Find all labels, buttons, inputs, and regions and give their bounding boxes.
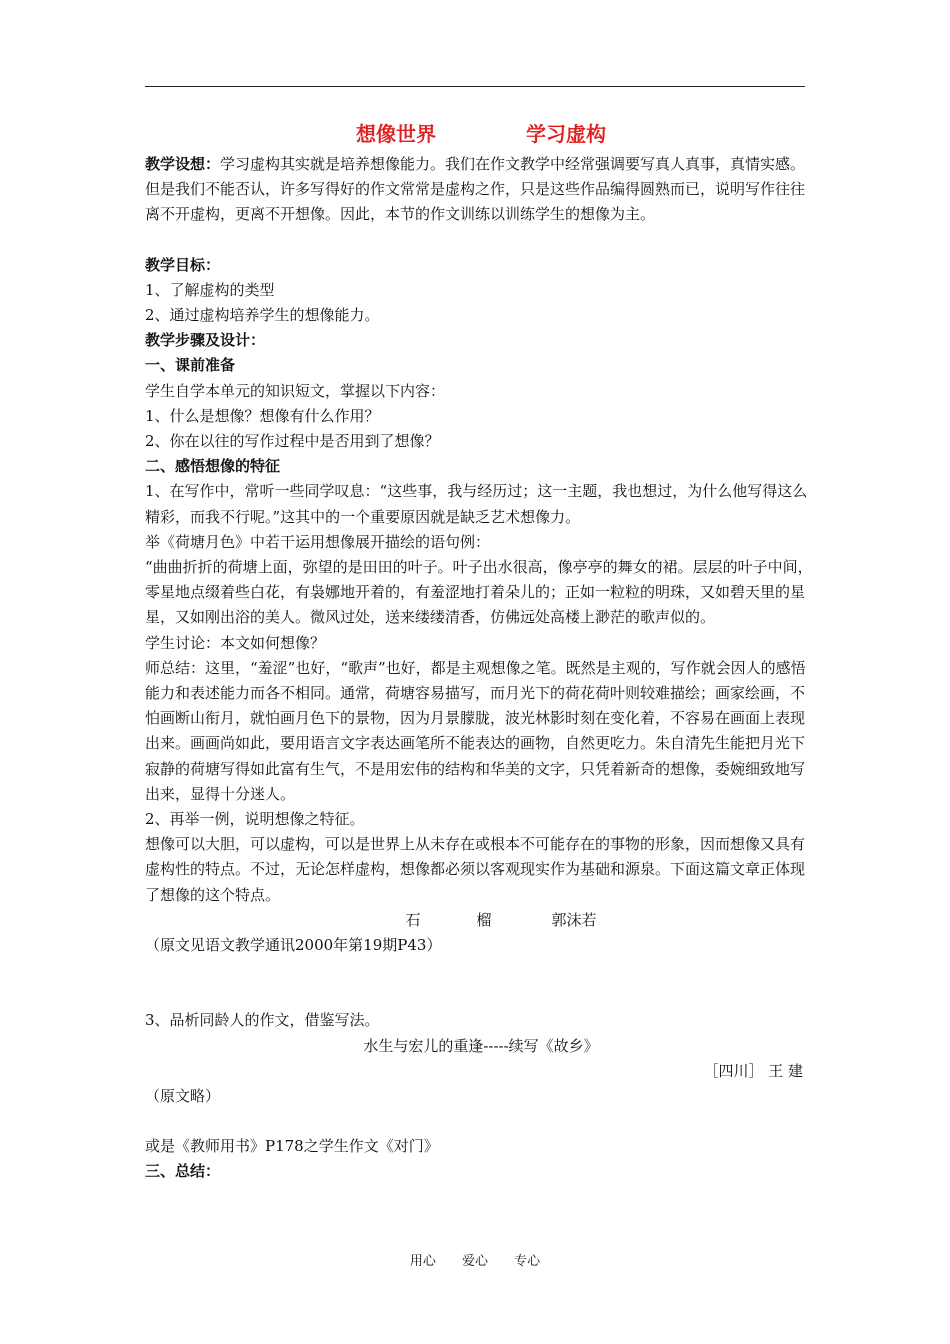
section2-p7: 想像可以大胆，可以虚构，可以是世界上从未存在或根本不可能存在的事物的形象，因而想像又具有虚构性的特点。不过，无论怎样虚构，想像都必须以客观现实作为基础和源泉。下面这篇文章正体现了想像的这个特点。 <box>145 835 806 904</box>
header-rule <box>145 86 805 87</box>
article-title-char-2: 榴 <box>476 910 492 929</box>
footer-item-1: 用心 <box>409 1254 436 1269</box>
steps-heading: 教学步骤及设计： <box>145 331 266 350</box>
essay-omitted: （原文略） <box>145 1086 221 1105</box>
design-label: 教学设想： <box>145 155 221 173</box>
section1-line-3: 2、你在以往的写作过程中是否用到了想像？ <box>145 432 440 451</box>
section2-p1: 1、在写作中，常听一些同学叹息：“这些事，我与经历过；这一主题，我也想过，为什么他写得这么精彩，而我不行呢。”这其中的一个重要原因就是缺乏艺术想像力。 <box>145 482 808 526</box>
design-paragraph <box>145 152 817 228</box>
article-author: 郭沫若 <box>551 910 597 929</box>
article-title-char-1: 石 <box>405 910 421 929</box>
article-source: （原文见语文教学通讯2000年第19期P43） <box>145 936 442 955</box>
page-title <box>145 118 817 150</box>
title-right: 学习虚构 <box>526 122 606 146</box>
goal-item-2: 2、通过虚构培养学生的想像能力。 <box>145 306 380 325</box>
section3-heading: 三、总结： <box>145 1162 221 1181</box>
page-footer <box>0 1250 950 1269</box>
section2-p8: 3、品析同龄人的作文，借鉴写法。 <box>145 1011 380 1030</box>
essay-author: ［四川］ 王 建 <box>703 1061 803 1080</box>
footer-item-2: 爱心 <box>461 1254 488 1269</box>
footer-item-3: 专心 <box>514 1254 541 1269</box>
alternative-essay: 或是《教师用书》P178之学生作文《对门》 <box>145 1137 439 1156</box>
section2-quote: “曲曲折折的荷塘上面，弥望的是田田的叶子。叶子出水很高，像亭亭的舞女的裙。层层的叶子中间，零星地点缀着些白花，有袅娜地开着的，有羞涩地打着朵儿的；正如一粒粒的明珠，又如碧天里的星星，又如刚出浴的美人。微风过处，送来缕缕清香，仿佛远处高楼上渺茫的歌声似的。 <box>145 558 813 627</box>
section1-line-2: 1、什么是想像？想像有什么作用？ <box>145 406 380 425</box>
article-title-line <box>145 908 817 933</box>
section2-p2: 举《荷塘月色》中若干运用想像展开描绘的语句例： <box>145 532 491 551</box>
title-left: 想像世界 <box>356 122 436 146</box>
document-body <box>145 118 817 1185</box>
section2-p6: 2、再举一例，说明想像之特征。 <box>145 810 365 829</box>
section2-heading: 二、感悟想像的特征 <box>145 457 281 476</box>
goal-item-1: 1、了解虚构的类型 <box>145 280 275 299</box>
section2-p4: 学生讨论：本文如何想像？ <box>145 633 326 652</box>
essay-title: 水生与宏儿的重逢-----续写《故乡》 <box>363 1036 599 1055</box>
section2-summary: 师总结：这里，“羞涩”也好，“歌声”也好，都是主观想像之笔。既然是主观的，写作就会因人的感悟能力和表述能力而各不相同。通常，荷塘容易描写，而月光下的荷花荷叶则较难描绘；画家绘画，不怕画断山衔月，就怕画月色下的景物，因为月景朦胧，波光林影时刻在变化着，不容易在画面上表现出来。画画尚如此，要用语言文字表达画笔所不能表达的画物，自然更吃力。朱自清先生能把月光下寂静的荷塘写得如此富有生气，不是用宏伟的结构和华美的文字，只凭着新奇的想像，委婉细致地写出来，显得十分迷人。 <box>145 658 806 803</box>
design-text: 学习虚构其实就是培养想像能力。我们在作文教学中经常强调要写真人真事，真情实感。但是我们不能否认，许多写得好的作文常常是虚构之作，只是这些作品编得圆熟而已，说明写作往往离不开虚构，更离不开想像。因此，本节的作文训练以训练学生的想像为主。 <box>145 155 806 224</box>
goals-heading: 教学目标： <box>145 255 221 274</box>
section1-heading: 一、课前准备 <box>145 356 236 375</box>
section1-line-1: 学生自学本单元的知识短文，掌握以下内容： <box>145 381 446 400</box>
